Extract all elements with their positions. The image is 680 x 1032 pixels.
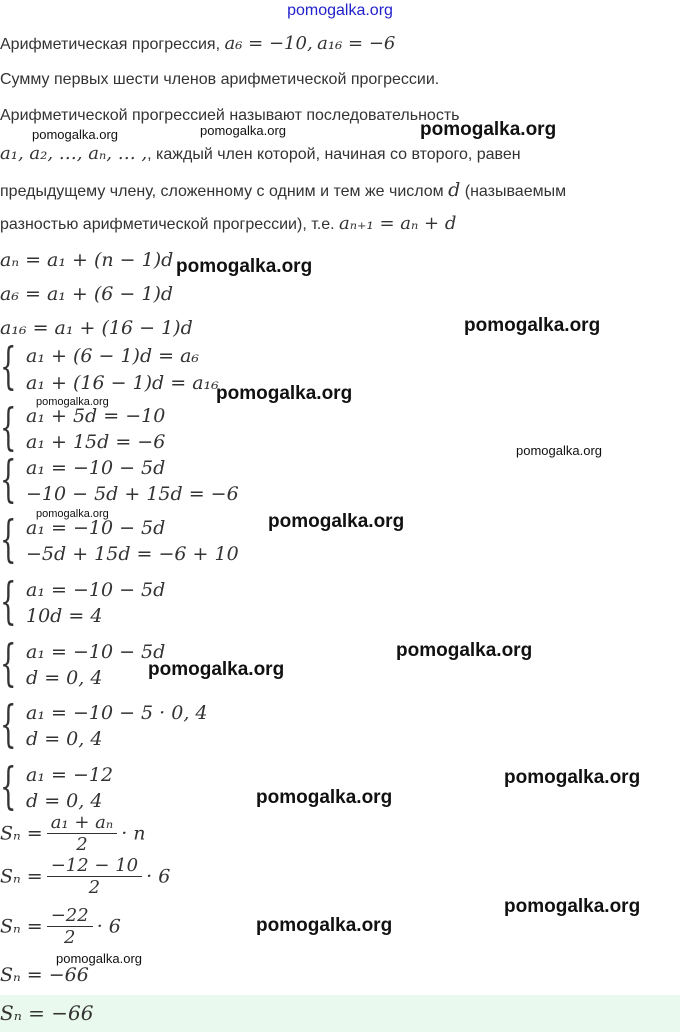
system-1-eq-1: a₁ + (6 − 1)d = a₆	[26, 345, 200, 367]
fraction	[47, 856, 142, 899]
denominator: 2	[47, 833, 118, 856]
watermark: pomogalka.org	[516, 443, 602, 458]
definition-line-3-b: (называемым	[464, 183, 567, 200]
definition-line-2-text: , каждый член которой, начиная со второго, равен	[147, 146, 521, 163]
watermark: pomogalka.org	[216, 383, 353, 404]
fraction	[47, 813, 118, 856]
sum-formula-substituted	[0, 856, 170, 899]
answer: Sₙ = −66	[0, 1001, 94, 1025]
left-brace: {	[0, 697, 17, 755]
left-brace: {	[0, 452, 17, 510]
watermark: pomogalka.org	[256, 787, 393, 808]
system-1-eq-2: a₁ + (16 − 1)d = a₁₆	[26, 372, 219, 394]
fraction	[47, 906, 93, 949]
site-title-link[interactable]: pomogalka.org	[287, 2, 393, 19]
sum-lhs: Sₙ =	[0, 822, 43, 845]
system-2-eq-2: a₁ + 15d = −6	[26, 431, 166, 453]
watermark: pomogalka.org	[32, 127, 118, 142]
watermark: pomogalka.org	[420, 119, 557, 140]
watermark: pomogalka.org	[504, 767, 641, 788]
sum-rhs: · 6	[96, 915, 121, 938]
numerator: −22	[50, 905, 89, 926]
watermark: pomogalka.org	[36, 508, 109, 520]
watermark: pomogalka.org	[464, 315, 601, 336]
sum-lhs: Sₙ =	[0, 915, 43, 938]
left-brace: {	[0, 636, 17, 694]
denominator: 2	[47, 926, 93, 949]
system-7-eq-2: d = 0, 4	[26, 728, 103, 750]
system-4-eq-1: a₁ = −10 − 5d	[26, 517, 166, 539]
definition-line-4	[0, 213, 456, 234]
sum-lhs: Sₙ =	[0, 865, 43, 888]
numerator: a₁ + aₙ	[50, 812, 114, 833]
watermark: pomogalka.org	[176, 256, 313, 277]
watermark: pomogalka.org	[504, 896, 641, 917]
definition-line-1: Арифметической прогрессией называют последовательность	[0, 107, 460, 124]
watermark: pomogalka.org	[268, 511, 405, 532]
problem-title-prefix: Арифметическая прогрессия,	[0, 36, 221, 53]
difference-symbol: d	[448, 179, 461, 201]
definition-line-3	[0, 179, 566, 201]
recurrence-formula: aₙ₊₁ = aₙ + d	[339, 213, 457, 234]
sum-rhs: · n	[121, 822, 146, 845]
problem-task: Сумму первых шести членов арифметической прогрессии.	[0, 71, 440, 88]
formula-a16: a₁₆ = a₁ + (16 − 1)d	[0, 317, 193, 339]
watermark: pomogalka.org	[396, 640, 533, 661]
numerator: −12 − 10	[50, 855, 139, 876]
left-brace: {	[0, 574, 17, 632]
watermark: pomogalka.org	[148, 659, 285, 680]
sum-formula-general	[0, 813, 146, 856]
system-3-eq-2: −10 − 5d + 15d = −6	[26, 483, 239, 505]
sum-formula-simplified	[0, 906, 121, 949]
sum-result: Sₙ = −66	[0, 964, 89, 986]
definition-line-3-a: предыдущему члену, сложенному с одним и тем же числом	[0, 183, 444, 200]
denominator: 2	[47, 876, 142, 899]
answer-highlight	[0, 995, 680, 1032]
system-6-eq-1: a₁ = −10 − 5d	[26, 641, 166, 663]
left-brace: {	[0, 339, 17, 397]
condition-a6: a₆ = −10,	[224, 33, 313, 54]
watermark: pomogalka.org	[256, 915, 393, 936]
watermark: pomogalka.org	[56, 951, 142, 966]
condition-a16: a₁₆ = −6	[317, 33, 396, 54]
system-7-eq-1: a₁ = −10 − 5 · 0, 4	[26, 702, 208, 724]
formula-a6: a₆ = a₁ + (6 − 1)d	[0, 283, 174, 305]
system-6-eq-2: d = 0, 4	[26, 667, 103, 689]
left-brace: {	[0, 759, 17, 817]
system-8-eq-2: d = 0, 4	[26, 790, 103, 812]
problem-title	[0, 33, 395, 54]
left-brace: {	[0, 512, 17, 570]
definition-line-4-a: разностью арифметической прогрессии), т.е.	[0, 216, 335, 233]
system-5-eq-2: 10d = 4	[26, 605, 103, 627]
definition-line-2	[0, 143, 521, 164]
system-2-eq-1: a₁ + 5d = −10	[26, 405, 166, 427]
watermark: pomogalka.org	[200, 123, 286, 138]
system-5-eq-1: a₁ = −10 − 5d	[26, 579, 166, 601]
sum-rhs: · 6	[146, 865, 171, 888]
system-8-eq-1: a₁ = −12	[26, 764, 114, 786]
formula-nth-term: aₙ = a₁ + (n − 1)d	[0, 249, 174, 271]
system-4-eq-2: −5d + 15d = −6 + 10	[26, 543, 239, 565]
watermark: pomogalka.org	[36, 396, 109, 408]
left-brace: {	[0, 400, 17, 458]
sequence-formula: a₁, a₂, …, aₙ, … ,	[0, 143, 148, 164]
system-3-eq-1: a₁ = −10 − 5d	[26, 457, 166, 479]
